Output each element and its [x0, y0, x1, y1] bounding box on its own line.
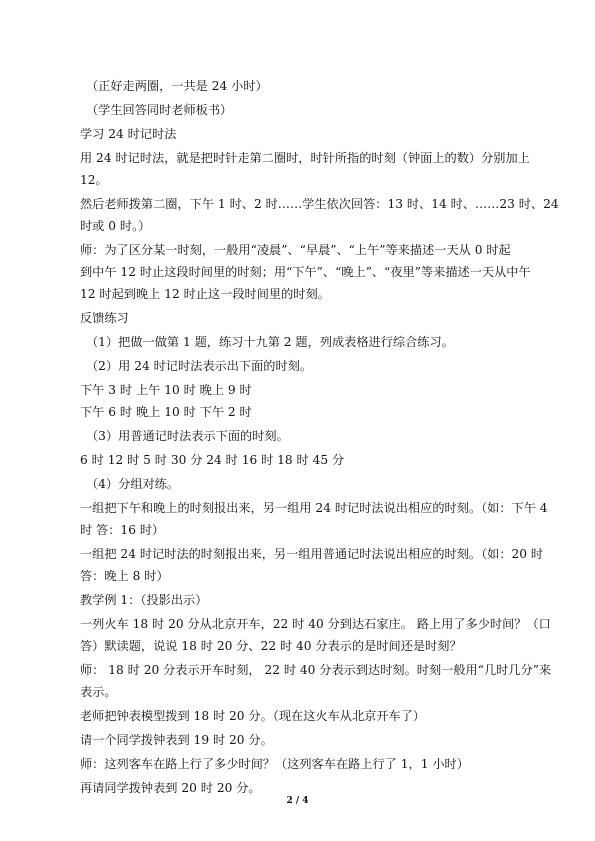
text-line: 下午 3 时 上午 10 时 晚上 9 时 — [80, 383, 252, 397]
text-line: （1）把做一做第 1 题，练习十九第 2 题，列成表格进行综合练习。 — [86, 335, 454, 349]
text-line: 时或 0 时。） — [80, 219, 151, 233]
section-heading: 学习 24 时记时法 — [80, 127, 177, 141]
text-line: 时 答：16 时） — [80, 523, 165, 537]
text-line: 老师把钟表模型拨到 18 时 20 分。（现在这火车从北京开车了） — [80, 709, 426, 723]
text-line: 下午 6 时 晚上 10 时 下午 2 时 — [80, 405, 252, 419]
page-number: 2 / 4 — [286, 796, 309, 806]
text-line: 6 时 12 时 5 时 30 分 24 时 16 时 18 时 45 分 — [80, 453, 345, 467]
text-line: （学生回答同时老师板书） — [86, 103, 233, 117]
text-line: 用 24 时记时法，就是把时针走第二圈时，时针所指的时刻（钟面上的数）分别加上 — [80, 151, 530, 165]
text-line: 师：为了区分某一时刻，一般用“凌晨”、“早晨”、“上午”等来描述一天从 0 时起 — [80, 243, 511, 257]
text-line: 表示。 — [80, 685, 117, 699]
text-line: （3）用普通记时法表示下面的时刻。 — [86, 429, 289, 443]
text-line: 答）默读题，说说 18 时 20 分、22 时 40 分表示的是时间还是时刻？ — [80, 639, 462, 653]
text-line: 一组把下午和晚上的时刻报出来，另一组用 24 时记时法说出相应的时刻。（如：下午 4 — [80, 501, 548, 515]
text-line: 再请同学拨钟表到 20 时 20 分。 — [80, 781, 261, 795]
text-line: 一列火车 18 时 20 分从北京开车，22 时 40 分到达石家庄。 路上用了多少时间？（口 — [80, 617, 551, 631]
text-line: 12 时起到晚上 12 时止这一段时间里的时刻。 — [80, 287, 330, 301]
text-line: 一组把 24 时记时法的时刻报出来，另一组用普通记时法说出相应的时刻。（如：20 时 — [80, 547, 544, 561]
text-line: 教学例 1：（投影出示） — [80, 593, 208, 607]
text-line: 请一个同学拨钟表到 19 时 20 分。 — [80, 733, 273, 747]
text-line: 到中午 12 时止这段时间里的时刻；用“下午”、“晚上”、“夜里”等来描述一天从中午 — [80, 265, 531, 279]
text-line: 师： 18 时 20 分表示开车时刻， 22 时 40 分表示到达时刻。时刻一般用“几时几分”来 — [80, 663, 552, 677]
text-line: 师：这列客车在路上行了多少时间？（这列客车在路上行了 1，1 小时） — [80, 757, 469, 771]
text-line: 答：晚上 8 时） — [80, 569, 169, 583]
section-heading: 反馈练习 — [80, 311, 129, 325]
text-line: （2）用 24 时记时法表示出下面的时刻。 — [86, 359, 313, 373]
text-line: 然后老师拨第二圈，下午 1 时、2 时……学生依次回答：13 时、14 时、……23 时、24 — [80, 197, 559, 211]
text-line: （正好走两圈，一共是 24 小时） — [86, 79, 268, 93]
text-line: 12。 — [80, 173, 108, 187]
text-line: （4）分组对练。 — [86, 477, 180, 491]
